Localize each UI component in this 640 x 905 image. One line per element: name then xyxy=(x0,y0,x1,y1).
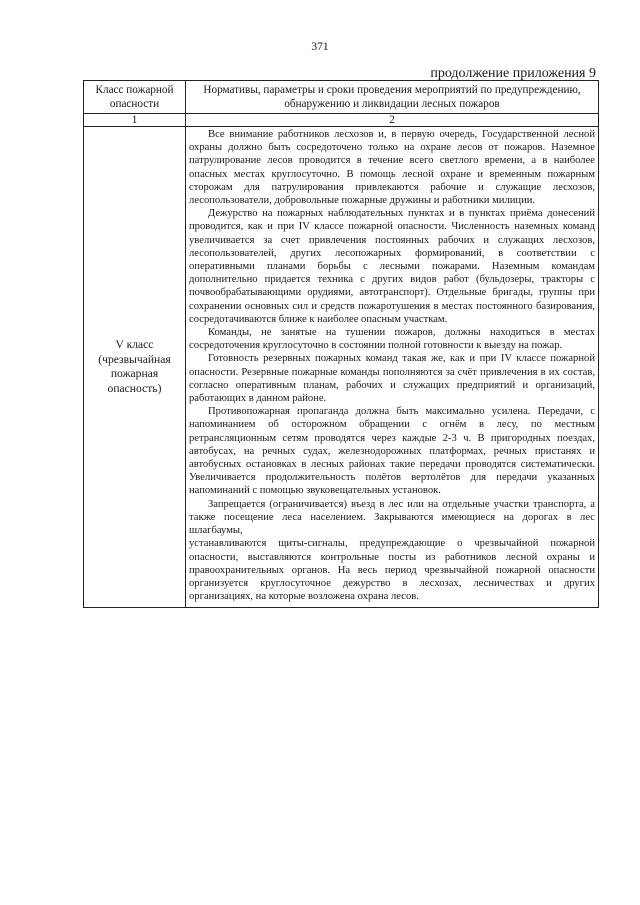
fire-danger-norms-table xyxy=(83,80,599,608)
table-row xyxy=(84,127,599,608)
paragraph-duty: Дежурство на пожарных наблюдательных пунктах и в пунктах приёма донесений проводится, как и при IV классе пожарной опасности. Численность наземных команд увеличивается за счет привлечения постоянных рабочих и служащих лесхозов, лесопользователей, других лесопожарных формирований, в соответствии с оперативными планами борьбы с лесными пожарами. Наземным командам дополнительно придается техника с других видов работ (бульдозеры, тракторы с почвообрабатывающими орудиями, автотранспорт). Отдельные бригады, группы при сохранении основных сил и средств пожаротушения в местах постоянного базирования, сосредотачиваются ближе к наиболее опасным участкам. xyxy=(189,208,595,325)
column-number-row xyxy=(84,114,599,127)
column-number-2: 2 xyxy=(186,114,599,127)
continuation-caption: продолжение приложения 9 xyxy=(430,66,596,81)
paragraph-signals: устанавливаются щиты-сигналы, предупреждающие о чрезвычайной пожарной опасности, выставляются контрольные посты из работников лесной охраны и правоохранительных органов. На весь период чрезвычайной пожарной опасности организуется круглосуточное дежурство в лесхозах, лесничествах и других организациях, на которые возложена охрана лесов. xyxy=(189,538,595,603)
table-header-row xyxy=(84,81,599,114)
paragraph-reserve: Готовность резервных пожарных команд такая же, как и при IV классе пожарной опасности. Резервные пожарные команды пополняются за счёт привлечения в их состав, согласно оперативным планам, рабочих и служащих предприятий и организаций, работающих в данном районе. xyxy=(189,353,595,405)
paragraph-propaganda: Противопожарная пропаганда должна быть максимально усилена. Передачи, с напоминанием об осторожном обращении с огнём в лесу, по местным ретрансляционным сетям проводятся через каждые 2-3 ч. В пригородных поездах, автобусах, на речных судах, железнодорожных платформах, речных пристанях и автобусных остановках в лесных районах такие передачи проводятся систематически. Увеличивается продолжительность полётов вертолётов для передачи указанных напоминаний с помощью звуковещательных установок. xyxy=(189,406,595,497)
paragraph-teams: Команды, не занятые на тушении пожаров, должны находиться в местах сосредоточения круглосуточно в состоянии полной готовности к выезду на пожар. xyxy=(189,327,595,352)
header-norms-cell: Нормативы, параметры и сроки проведения мероприятий по предупреждению, обнаружению и ликвидации лесных пожаров xyxy=(186,81,599,114)
paragraph-patrol: Все внимание работников лесхозов и, в первую очередь, Государственной лесной охраны должно быть сосредоточено только на охране лесов от пожаров. Наземное патрулирование лесов проводится в течение всего светлого времени, а в наиболее опасных местах круглосуточно. В помощь лесной охране и временным пожарным сторожам для патрулирования привлекаются рабочие и служащие лесхозов, лесопользователи, добровольные пожарные дружины и работники милиции. xyxy=(189,129,595,207)
column-number-1: 1 xyxy=(84,114,186,127)
paragraph-restrictions: Запрещается (ограничивается) въезд в лес или на отдельные участки транспорта, а также посещение леса населением. Закрываются имеющиеся на дорогах в лес шлагбаумы, xyxy=(189,498,595,537)
fire-class-label: V класс (чрезвычайная пожарная опасность) xyxy=(84,127,186,608)
norms-content-cell xyxy=(186,127,599,608)
page-number: 371 xyxy=(311,41,329,53)
header-class-cell: Класс пожарной опасности xyxy=(84,81,186,114)
